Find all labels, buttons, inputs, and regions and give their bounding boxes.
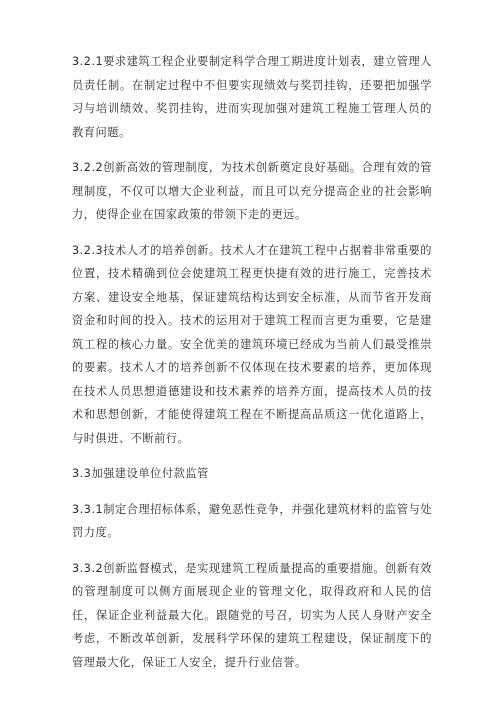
paragraph-3-3-1: 3.3.1制定合理招标体系，避免恶性竞争，并强化建筑材料的监管与处罚力度。 xyxy=(72,502,432,539)
paragraph-3-2-2: 3.2.2创新高效的管理制度，为技术创新奠定良好基础。合理有效的管理制度，不仅可以增大企业利益，而且可以充分提高企业的社会影响力，使得企业在国家政策的带领下走的更远。 xyxy=(72,161,432,221)
document-body xyxy=(72,50,432,686)
paragraph-3-2-3: 3.2.3技术人才的培养创新。技术人才在建筑工程中占据着非常重要的位置，技术精确到位会使建筑工程更快捷有效的进行施工，完善技术方案、建设安全地基，保证建筑结构达到安全标准，从而节省开发商资金和时间的投入。技术的运用对于建筑工程而言更为重要，它是建筑工程的核心力量。安全优美的建筑环境已经成为当前人们最受推崇的要素。技术人才的培养创新不仅体现在技术要素的培养，更加体现在技术人员思想道德建设和技术素养的培养方面，提高技术人员的技术和思想创新，才能使得建筑工程在不断提高品质这一优化道路上，与时俱进、不断前行。 xyxy=(72,243,432,445)
paragraph-3-3-2: 3.3.2创新监督模式，是实现建筑工程质量提高的重要措施。创新有效的管理制度可以侧方面展现企业的管理文化，取得政府和人民的信任，保证企业利益最大化。跟随党的号召，切实为人民人身财产安全考虑，不断改革创新，发展科学环保的建筑工程建设，保证制度下的管理最大化，保证工人安全，提升行业信誉。 xyxy=(72,561,432,669)
section-heading-3-3: 3.3加强建设单位付款监管 xyxy=(72,467,209,480)
paragraph-3-2-1: 3.2.1要求建筑工程企业要制定科学合理工期进度计划表，建立管理人员责任制。在制定过程中不但要实现绩效与奖罚挂钩，还要把加强学习与培训绩效、奖罚挂钩，进而实现加强对建筑工程施工管理人员的教育问题。 xyxy=(72,55,432,139)
